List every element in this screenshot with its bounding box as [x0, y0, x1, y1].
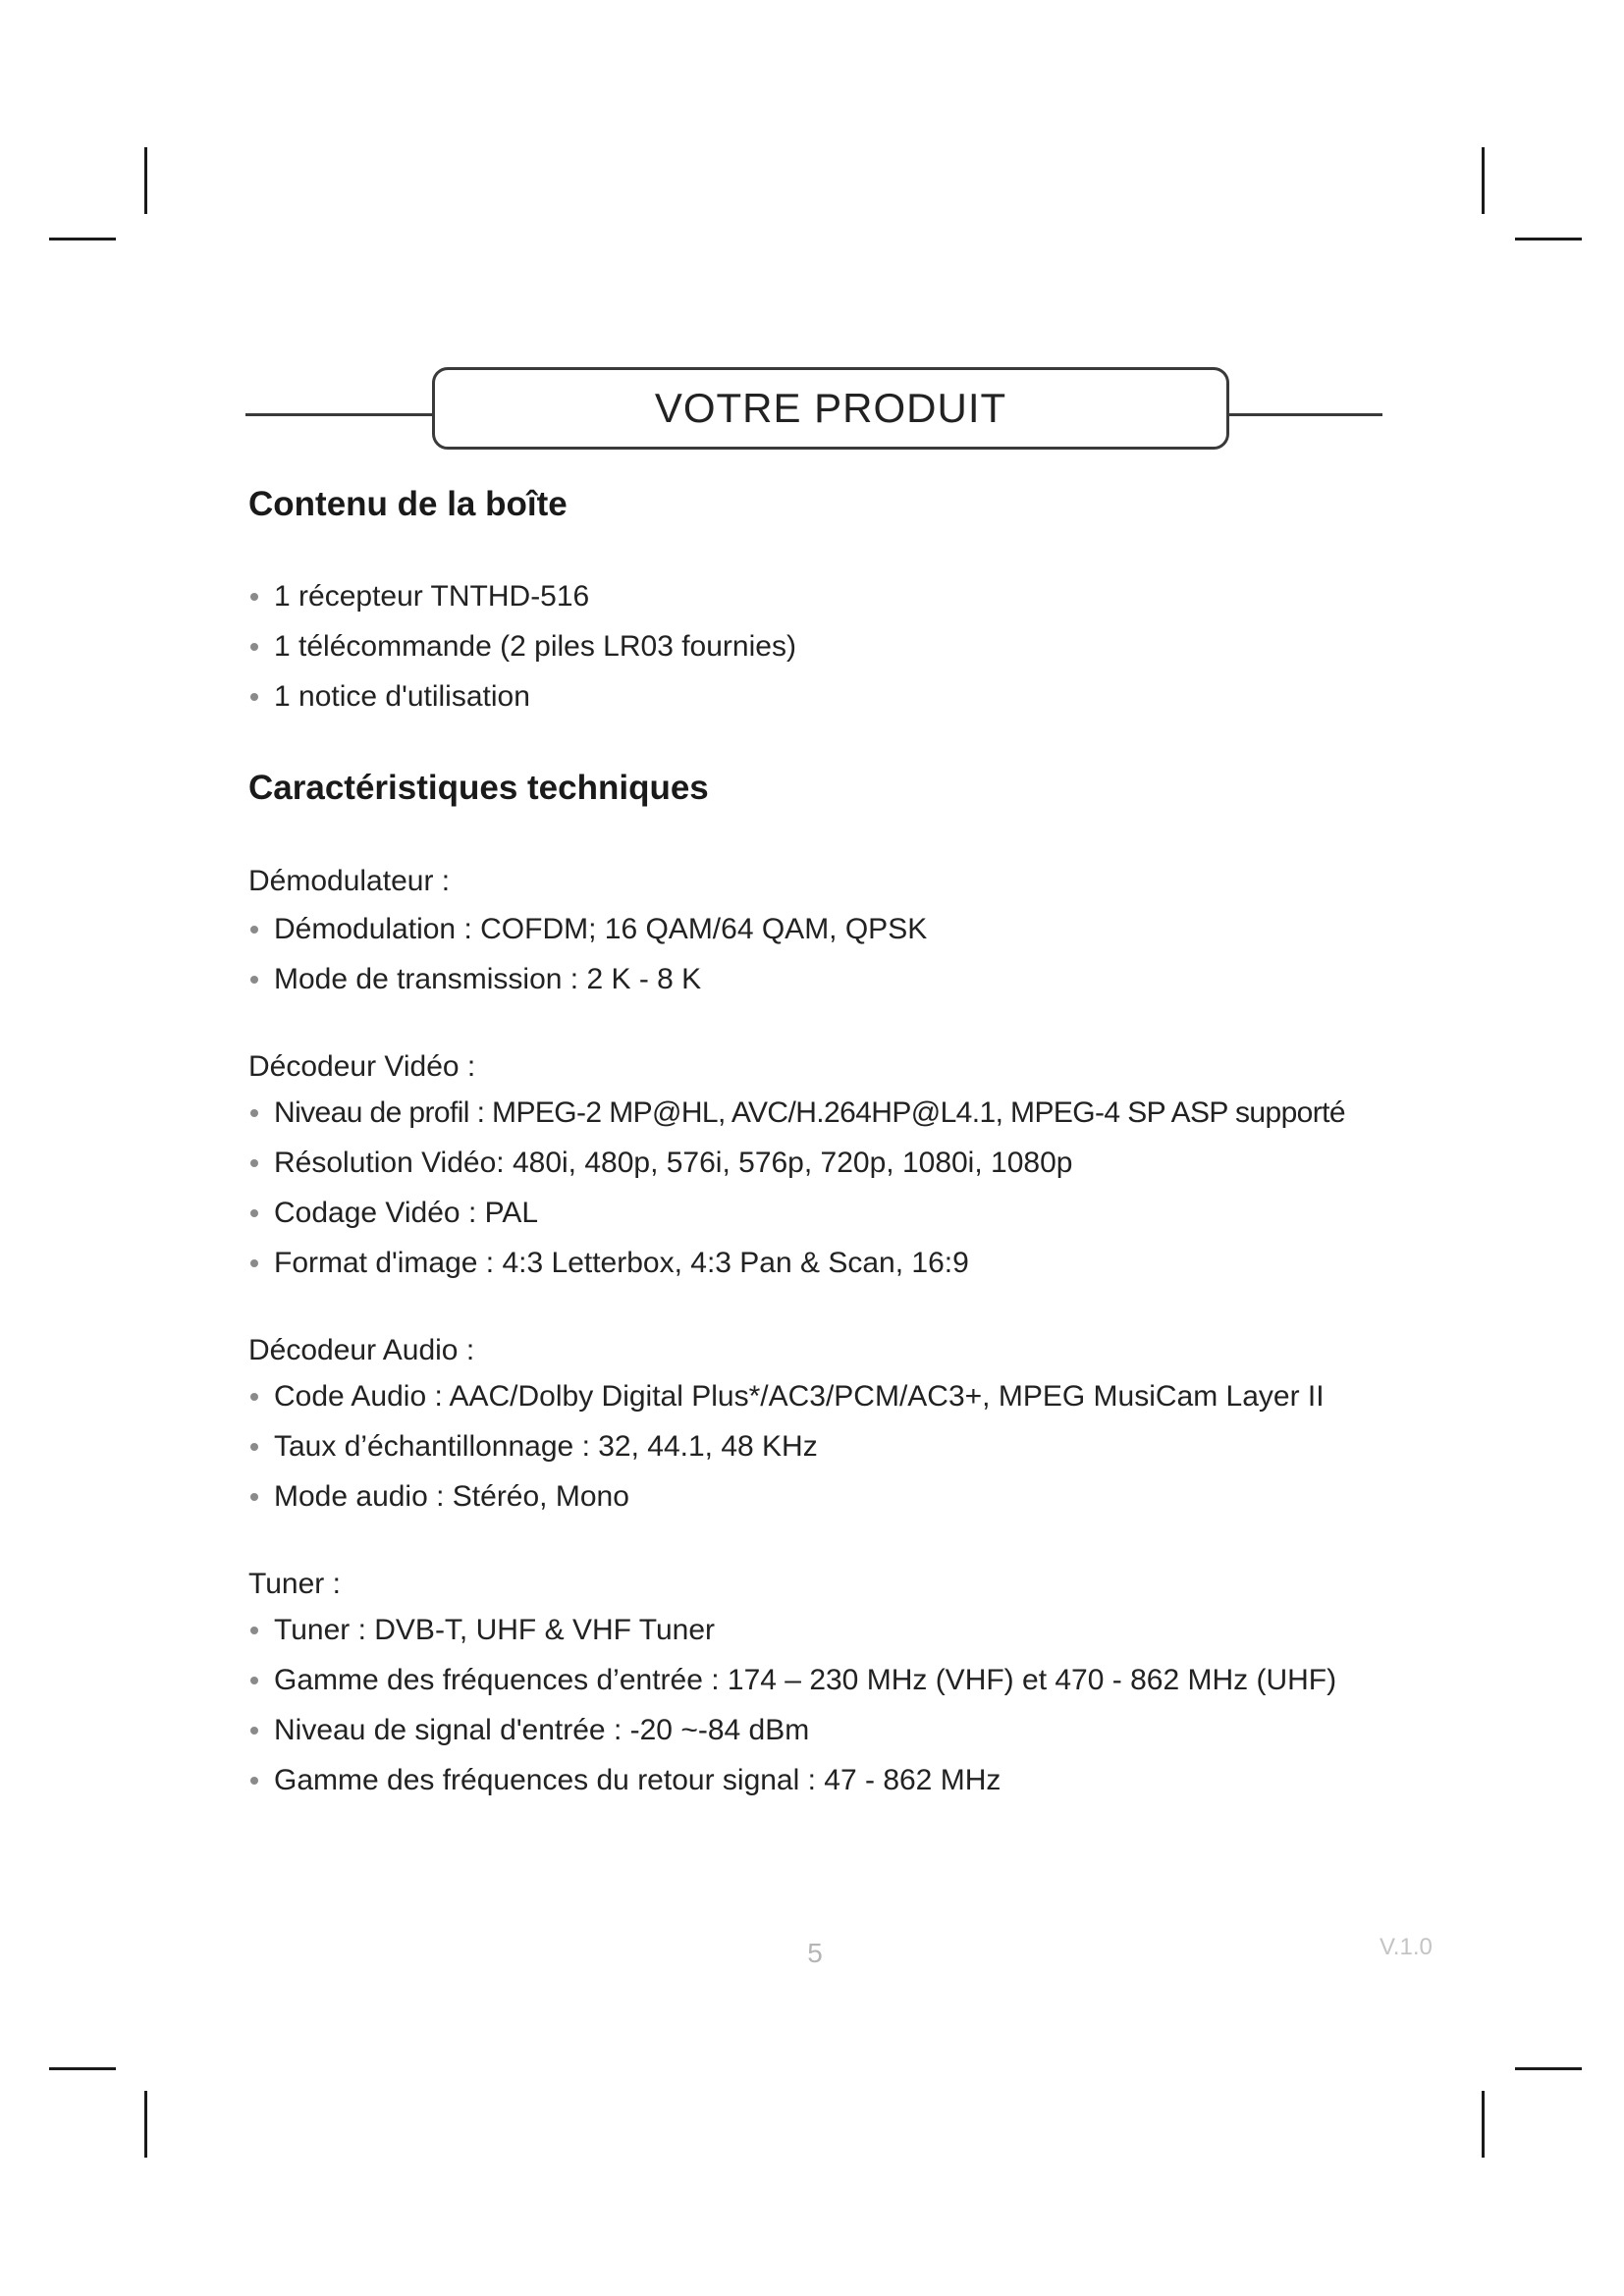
list-item: Niveau de profil : MPEG-2 MP@HL, AVC/H.264HP@L4.1, MPEG-4 SP ASP supporté	[248, 1088, 1378, 1138]
list-item: Résolution Vidéo: 480i, 480p, 576i, 576p, 720p, 1080i, 1080p	[248, 1138, 1378, 1188]
list-item: Tuner : DVB-T, UHF & VHF Tuner	[248, 1605, 1378, 1655]
list-item: Codage Vidéo : PAL	[248, 1188, 1378, 1238]
list-item: 1 télécommande (2 piles LR03 fournies)	[248, 621, 1378, 671]
crop-mark	[1515, 2067, 1582, 2070]
tuner-heading: Tuner :	[248, 1568, 341, 1600]
crop-mark	[49, 238, 116, 240]
list-item: Démodulation : COFDM; 16 QAM/64 QAM, QPSK	[248, 904, 1378, 954]
page-number: 5	[807, 1938, 823, 1968]
title-rule-right	[1227, 413, 1382, 416]
list-item: Mode audio : Stéréo, Mono	[248, 1471, 1378, 1522]
demodulator-list	[248, 904, 1378, 1004]
list-item: Mode de transmission : 2 K - 8 K	[248, 954, 1378, 1004]
video-decoder-heading: Décodeur Vidéo :	[248, 1050, 476, 1083]
crop-mark	[1515, 238, 1582, 240]
page-content	[248, 481, 1378, 1805]
specs-heading: Caractéristiques techniques	[248, 769, 709, 807]
crop-mark	[144, 2091, 147, 2158]
box-contents-heading: Contenu de la boîte	[248, 485, 568, 523]
version-label: V.1.0	[1380, 1934, 1433, 1960]
audio-decoder-heading: Décodeur Audio :	[248, 1334, 475, 1366]
list-item: 1 récepteur TNTHD-516	[248, 571, 1378, 621]
list-item: Niveau de signal d'entrée : -20 ~-84 dBm	[248, 1705, 1378, 1755]
tuner-list	[248, 1605, 1378, 1805]
box-contents-list	[248, 571, 1378, 721]
page-title: VOTRE PRODUIT	[654, 385, 1007, 431]
list-item: Code Audio : AAC/Dolby Digital Plus*/AC3/PCM/AC3+, MPEG MusiCam Layer II	[248, 1371, 1378, 1421]
crop-mark	[144, 147, 147, 214]
crop-mark	[49, 2067, 116, 2070]
list-item: Gamme des fréquences du retour signal : 47 - 862 MHz	[248, 1755, 1378, 1805]
title-rule-left	[245, 413, 434, 416]
list-item: 1 notice d'utilisation	[248, 671, 1378, 721]
title-banner	[432, 367, 1229, 450]
crop-mark	[1482, 147, 1485, 214]
demodulator-heading: Démodulateur :	[248, 865, 451, 897]
crop-mark	[1482, 2091, 1485, 2158]
list-item: Format d'image : 4:3 Letterbox, 4:3 Pan & Scan, 16:9	[248, 1238, 1378, 1288]
audio-decoder-list	[248, 1371, 1378, 1522]
video-decoder-list	[248, 1088, 1378, 1288]
list-item: Gamme des fréquences d’entrée : 174 – 230 MHz (VHF) et 470 - 862 MHz (UHF)	[248, 1655, 1378, 1705]
list-item: Taux d’échantillonnage : 32, 44.1, 48 KHz	[248, 1421, 1378, 1471]
